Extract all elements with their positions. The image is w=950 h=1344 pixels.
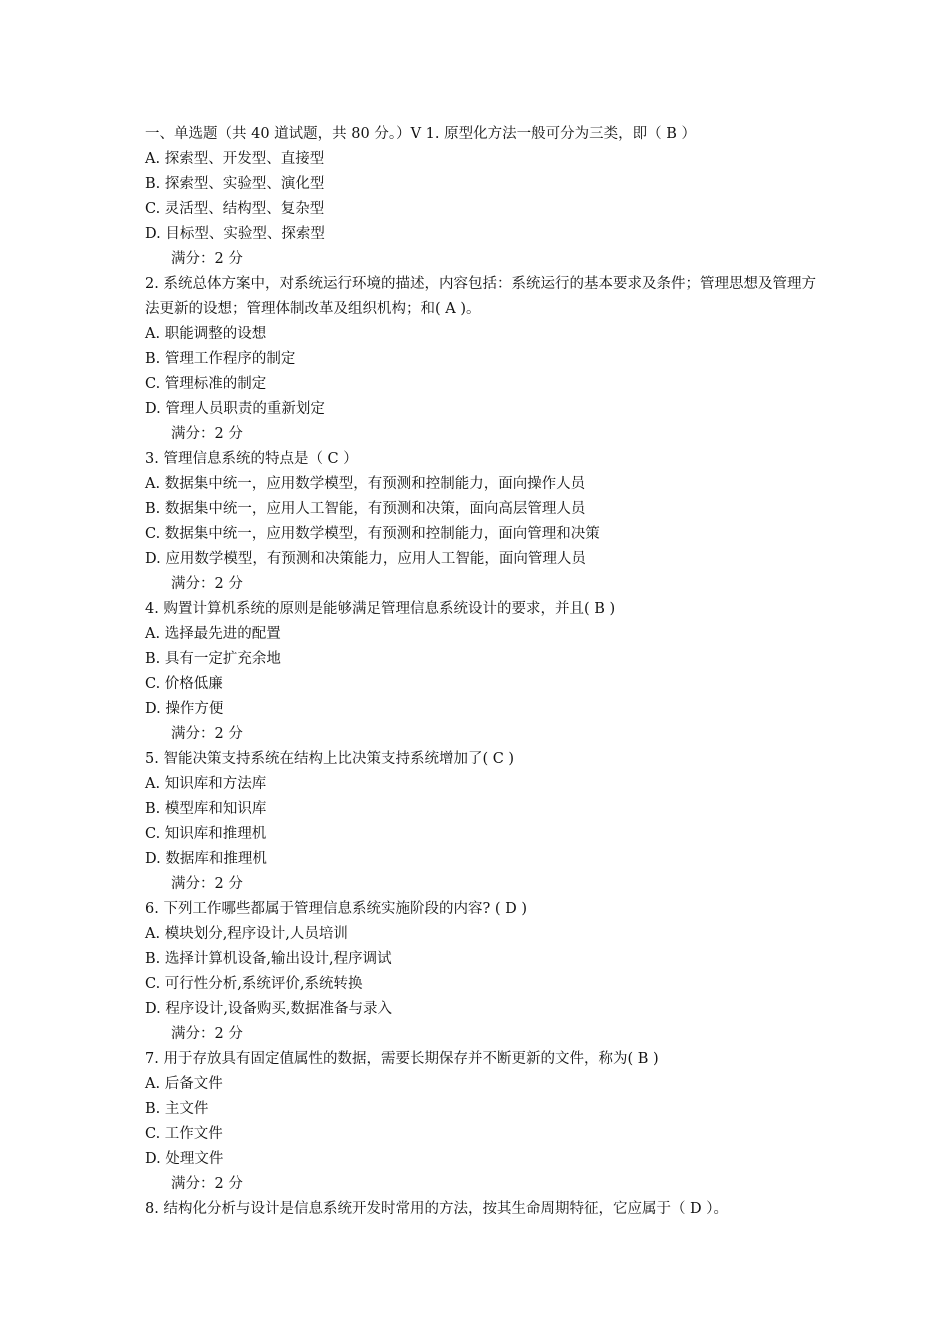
q3-option-d: D. 应用数学模型，有预测和决策能力，应用人工智能，面向管理人员 xyxy=(145,551,586,567)
q7-option-b: B. 主文件 xyxy=(145,1101,209,1117)
q1-option-d: D. 目标型、实验型、探索型 xyxy=(145,226,325,242)
q4-option-a: A. 选择最先进的配置 xyxy=(145,626,281,642)
q4-option-b: B. 具有一定扩充余地 xyxy=(145,651,281,667)
q6-option-b: B. 选择计算机设备,输出设计,程序调试 xyxy=(145,951,392,967)
q3-option-c: C. 数据集中统一，应用数学模型，有预测和控制能力，面向管理和决策 xyxy=(145,526,600,542)
q7-question: 7. 用于存放具有固定值属性的数据，需要长期保存并不断更新的文件，称为( B ) xyxy=(145,1051,659,1067)
q2-option-b: B. 管理工作程序的制定 xyxy=(145,351,296,367)
q7-option-c: C. 工作文件 xyxy=(145,1126,223,1142)
q1-option-b: B. 探索型、实验型、演化型 xyxy=(145,176,325,192)
q4-option-c: C. 价格低廉 xyxy=(145,676,223,692)
q2-option-a: A. 职能调整的设想 xyxy=(145,326,267,342)
q2-option-d: D. 管理人员职责的重新划定 xyxy=(145,401,325,417)
q3-score: 满分：2 分 xyxy=(171,576,243,592)
q7-option-a: A. 后备文件 xyxy=(145,1076,223,1092)
q5-question: 5. 智能决策支持系统在结构上比决策支持系统增加了( C ) xyxy=(145,751,515,767)
q1-option-c: C. 灵活型、结构型、复杂型 xyxy=(145,201,325,217)
q3-option-a: A. 数据集中统一，应用数学模型，有预测和控制能力，面向操作人员 xyxy=(145,476,586,492)
q5-option-b: B. 模型库和知识库 xyxy=(145,801,267,817)
q1-score: 满分：2 分 xyxy=(171,251,243,267)
q3-option-b: B. 数据集中统一，应用人工智能，有预测和决策，面向高层管理人员 xyxy=(145,501,586,517)
q1-option-a: A. 探索型、开发型、直接型 xyxy=(145,151,325,167)
q4-option-d: D. 操作方便 xyxy=(145,701,224,717)
q6-score: 满分：2 分 xyxy=(171,1026,243,1042)
section-intro: 一、单选题（共 40 道试题，共 80 分。）V 1. 原型化方法一般可分为三类，即（ B ） xyxy=(145,126,696,142)
q6-question: 6. 下列工作哪些都属于管理信息系统实施阶段的内容? ( D ) xyxy=(145,901,527,917)
q7-score: 满分：2 分 xyxy=(171,1176,243,1192)
q5-option-c: C. 知识库和推理机 xyxy=(145,826,267,842)
q5-option-d: D. 数据库和推理机 xyxy=(145,851,267,867)
q6-option-a: A. 模块划分,程序设计,人员培训 xyxy=(145,926,348,942)
q8-question: 8. 结构化分析与设计是信息系统开发时常用的方法，按其生命周期特征，它应属于（ D ）。 xyxy=(145,1201,729,1217)
q3-question: 3. 管理信息系统的特点是（ C ） xyxy=(145,451,358,467)
q5-option-a: A. 知识库和方法库 xyxy=(145,776,267,792)
q4-score: 满分：2 分 xyxy=(171,726,243,742)
q5-score: 满分：2 分 xyxy=(171,876,243,892)
q6-option-c: C. 可行性分析,系统评价,系统转换 xyxy=(145,976,363,992)
q2-score: 满分：2 分 xyxy=(171,426,243,442)
q2-question: 2. 系统总体方案中，对系统运行环境的描述，内容包括：系统运行的基本要求及条件；管理思想及管理方法更新的设想；管理体制改革及组织机构；和( A )。 xyxy=(145,276,816,317)
exam-content xyxy=(145,122,825,1222)
q4-question: 4. 购置计算机系统的原则是能够满足管理信息系统设计的要求，并且( B ) xyxy=(145,601,616,617)
q6-option-d: D. 程序设计,设备购买,数据准备与录入 xyxy=(145,1001,393,1017)
q2-option-c: C. 管理标准的制定 xyxy=(145,376,267,392)
q7-option-d: D. 处理文件 xyxy=(145,1151,224,1167)
